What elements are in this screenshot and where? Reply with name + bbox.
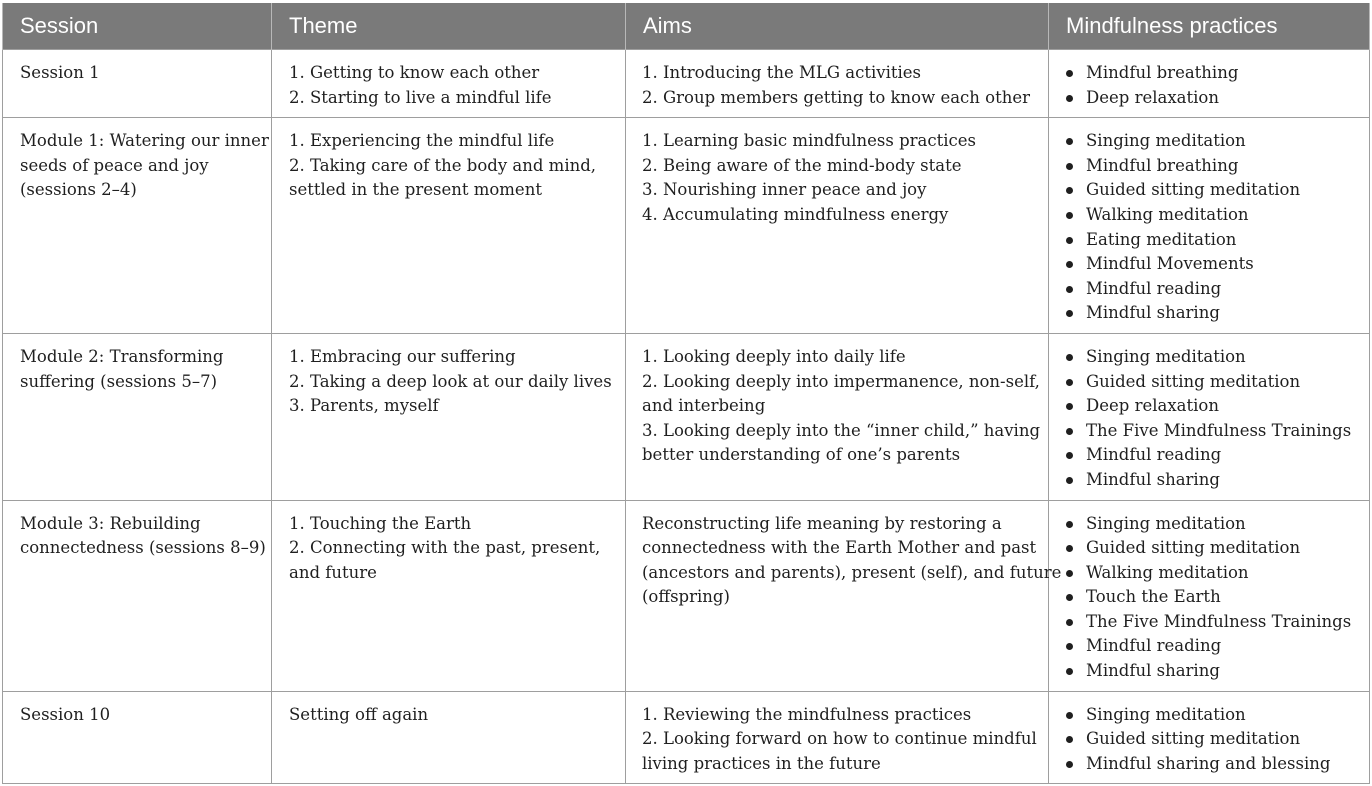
header-theme: Theme: [272, 3, 626, 50]
practice-list-item: Guided sitting meditation: [1066, 178, 1359, 203]
session-cell: [3, 691, 272, 784]
theme-text-line: 1. Touching the Earth: [289, 513, 472, 533]
aims-text-line: 2. Group members getting to know each other: [642, 87, 1030, 107]
practice-list-item: Walking meditation: [1066, 203, 1359, 228]
theme-text-line: 1. Getting to know each other: [289, 63, 540, 82]
table-row: [3, 333, 1370, 500]
session-text-line: seeds of peace and joy: [20, 155, 209, 175]
practices-list: [1066, 61, 1359, 110]
aims-text-line: 2. Being aware of the mind-body state: [642, 155, 962, 175]
theme-cell: [272, 500, 626, 691]
header-row: [3, 3, 1370, 50]
practice-list-item: Walking meditation: [1066, 561, 1359, 586]
aims-cell: [626, 50, 1049, 118]
aims-cell: [626, 333, 1049, 500]
practices-cell: [1049, 500, 1370, 691]
aims-text-line: 1. Looking deeply into daily life: [642, 346, 906, 366]
practice-list-item: Mindful sharing: [1066, 468, 1359, 493]
practice-list-item: Singing meditation: [1066, 703, 1359, 728]
practice-list-item: The Five Mindfulness Trainings: [1066, 610, 1359, 635]
aims-text-line: (ancestors and parents), present (self), and future: [642, 562, 1062, 582]
session-text-line: Session 1: [20, 63, 100, 82]
practice-list-item: Guided sitting meditation: [1066, 727, 1359, 752]
practice-list-item: Mindful reading: [1066, 277, 1359, 302]
practice-list-item: Guided sitting meditation: [1066, 536, 1359, 561]
session-cell: [3, 50, 272, 118]
practice-list-item: Singing meditation: [1066, 345, 1359, 370]
aims-text-line: (offspring): [642, 587, 730, 607]
practices-cell: [1049, 691, 1370, 784]
theme-cell: [272, 333, 626, 500]
aims-cell: [626, 691, 1049, 784]
aims-text-line: 3. Looking deeply into the “inner child,” having: [642, 420, 1041, 440]
session-cell: [3, 333, 272, 500]
aims-cell: [626, 500, 1062, 691]
theme-cell: [272, 50, 626, 118]
aims-text-line: 1. Learning basic mindfulness practices: [642, 131, 977, 151]
practice-list-item: Mindful Movements: [1066, 252, 1359, 277]
aims-text-line: 2. Looking deeply into impermanence, non-self,: [642, 371, 1040, 391]
session-text-line: (sessions 2–4): [20, 180, 137, 200]
theme-text-line: 2. Starting to live a mindful life: [289, 87, 552, 107]
aims-text-line: 4. Accumulating mindfulness energy: [642, 204, 949, 224]
mindfulness-program-table: [2, 3, 1370, 784]
aims-text-line: living practices in the future: [642, 753, 881, 773]
practice-list-item: Mindful reading: [1066, 443, 1359, 468]
theme-text-line: 2. Taking a deep look at our daily lives: [289, 371, 612, 391]
practice-list-item: Deep relaxation: [1066, 86, 1359, 111]
practice-list-item: Mindful breathing: [1066, 61, 1359, 86]
session-text-line: Module 2: Transforming: [20, 346, 224, 366]
header-practices: Mindfulness practices: [1049, 3, 1370, 50]
practice-list-item: Guided sitting meditation: [1066, 370, 1359, 395]
theme-cell: [272, 118, 626, 334]
table-header: [3, 3, 1370, 50]
aims-text-line: and interbeing: [642, 396, 766, 416]
aims-text-line: 3. Nourishing inner peace and joy: [642, 180, 927, 200]
theme-text-line: Setting off again: [289, 704, 429, 724]
table-row: [3, 50, 1370, 118]
practice-list-item: Deep relaxation: [1066, 394, 1359, 419]
practices-list: [1066, 703, 1359, 777]
header-session: Session: [3, 3, 272, 50]
table-row: [3, 691, 1370, 784]
practice-list-item: Mindful sharing and blessing: [1066, 752, 1359, 777]
practices-cell: [1049, 333, 1370, 500]
practices-list: [1066, 129, 1359, 326]
aims-text-line: 2. Looking forward on how to continue mindful: [642, 729, 1037, 749]
practice-list-item: Mindful reading: [1066, 634, 1359, 659]
theme-text-line: 3. Parents, myself: [289, 396, 439, 416]
theme-text-line: 1. Experiencing the mindful life: [289, 131, 555, 151]
aims-text-line: 1. Reviewing the mindfulness practices: [642, 704, 972, 724]
practice-list-item: Mindful sharing: [1066, 659, 1359, 684]
practice-list-item: The Five Mindfulness Trainings: [1066, 419, 1359, 444]
aims-cell: [626, 118, 1049, 334]
practice-list-item: Singing meditation: [1066, 129, 1359, 154]
practices-list: [1066, 345, 1359, 493]
practice-list-item: Mindful breathing: [1066, 154, 1359, 179]
theme-cell: [272, 691, 626, 784]
aims-text-line: better understanding of one’s parents: [642, 445, 961, 465]
header-aims: Aims: [626, 3, 1049, 50]
practice-list-item: Singing meditation: [1066, 512, 1359, 537]
session-cell: [3, 118, 272, 334]
session-text-line: suffering (sessions 5–7): [20, 371, 218, 391]
practices-cell: [1049, 118, 1370, 334]
table-row: [3, 500, 1370, 691]
session-text-line: Module 3: Rebuilding: [20, 513, 201, 533]
theme-text-line: 2. Taking care of the body and mind,: [289, 155, 597, 175]
table-body: [3, 50, 1370, 784]
theme-text-line: 1. Embracing our suffering: [289, 346, 516, 366]
session-cell: [3, 500, 272, 691]
practice-list-item: Touch the Earth: [1066, 585, 1359, 610]
table-row: [3, 118, 1370, 334]
theme-text-line: 2. Connecting with the past, present,: [289, 538, 601, 558]
practices-list: [1066, 512, 1359, 684]
session-text-line: Module 1: Watering our inner: [20, 131, 269, 151]
aims-text-line: Reconstructing life meaning by restoring a: [642, 513, 1002, 533]
practice-list-item: Mindful sharing: [1066, 301, 1359, 326]
session-text-line: connectedness (sessions 8–9): [20, 538, 266, 558]
session-text-line: Session 10: [20, 704, 111, 724]
practice-list-item: Eating meditation: [1066, 228, 1359, 253]
practices-cell: [1049, 50, 1370, 118]
aims-text-line: 1. Introducing the MLG activities: [642, 63, 921, 82]
aims-text-line: connectedness with the Earth Mother and past: [642, 538, 1037, 558]
theme-text-line: and future: [289, 562, 377, 582]
theme-text-line: settled in the present moment: [289, 180, 542, 200]
